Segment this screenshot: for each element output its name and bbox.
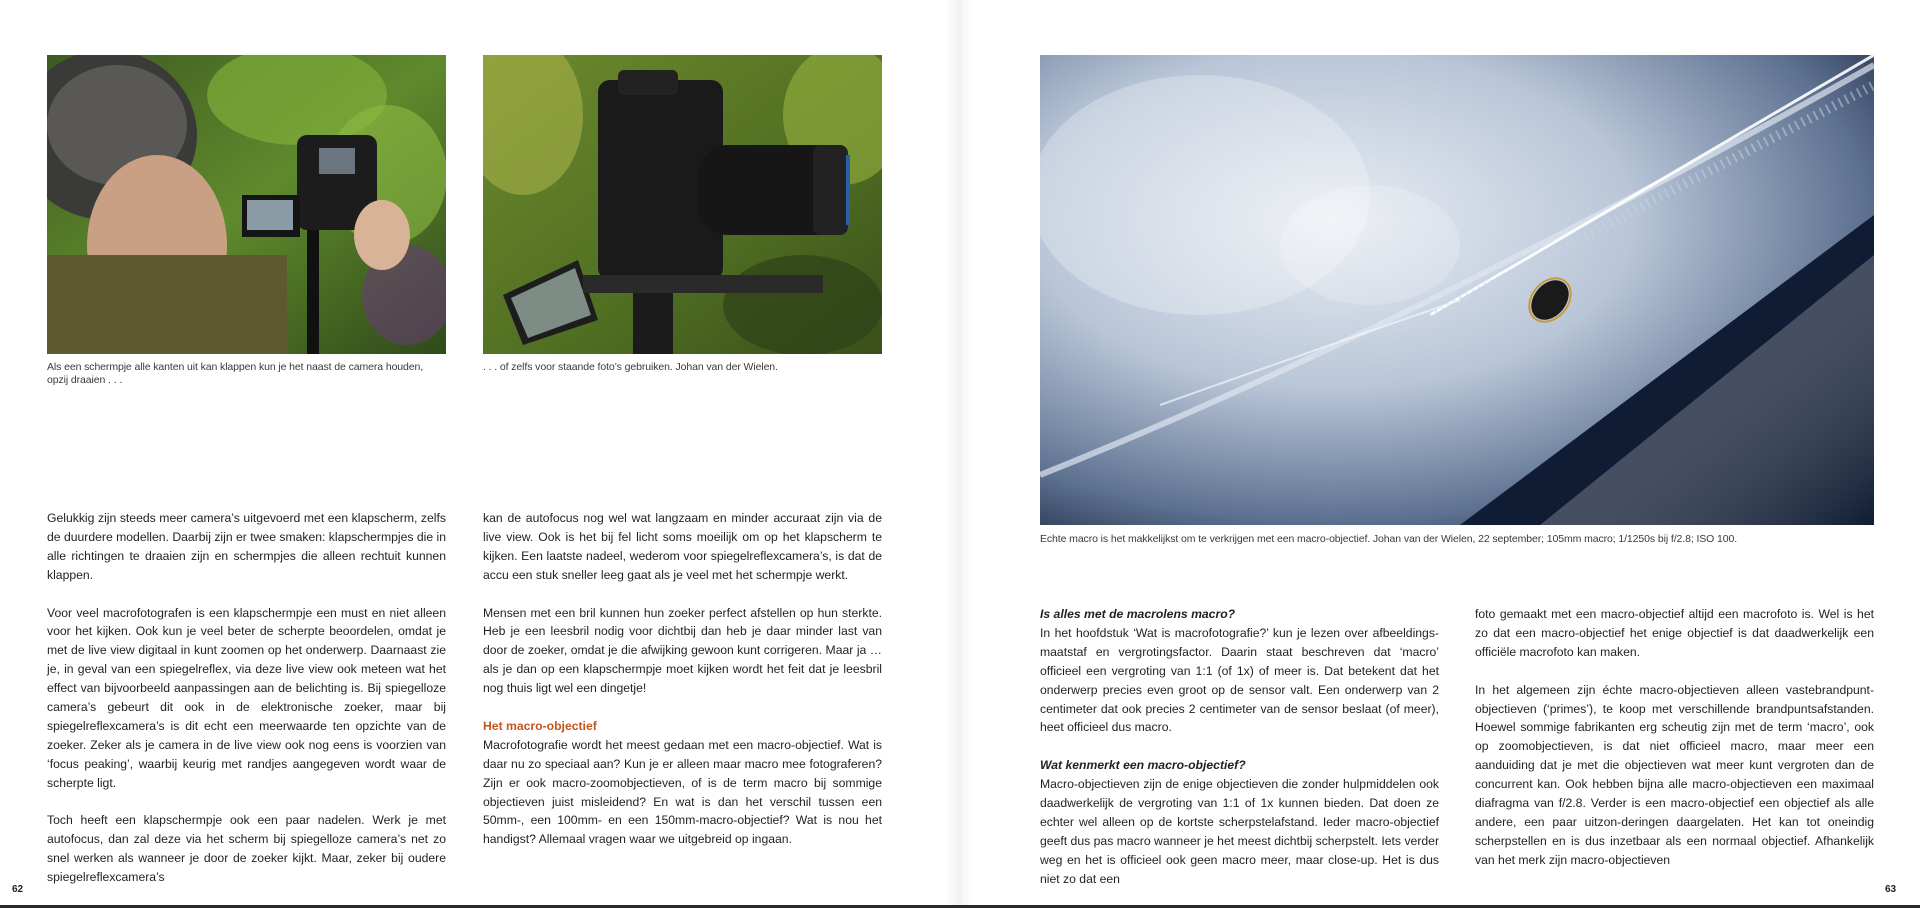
paragraph: Gelukkig zijn steeds meer camera’s uitgevoerd met een klapscherm, zelfs de duurdere modellen. Daarbij zijn er twee smaken: klapschermpjes die in alle richtingen te draaien zijn en schermpjes die alleen rechtuit kunnen klappen. <box>47 511 447 582</box>
paragraph: Toch heeft een klapschermpje ook een paar nadelen. Werk je met autofocus, dan zal deze via het scherm bij spiegelloze camera’s net zo snel werken als wanneer je door de zoeker kijkt. Maar, zeker bij oudere spiegelreflexcamera’s <box>47 813 446 885</box>
left-text-column-1 <box>47 509 446 887</box>
page-number-right: 63 <box>1885 884 1897 895</box>
paragraph: Mensen met een bril kunnen hun zoeker perfect afstellen op hun sterkte. Heb je een leesbril nodig voor dichtbij dan heb je daar minder last van door de zoeker, omdat je die afwijking gewoon kunt corrigeren. Maar ja … als je dan op een klapschermpje moet kijken wordt het feit dat je leesbril nog thuis ligt wel een dingetje! <box>483 605 882 696</box>
photo-spider-web-macro <box>1040 55 1874 525</box>
right-page <box>960 0 1920 908</box>
paragraph: foto gemaakt met een macro-objectief altijd een macrofoto is. Wel is het zo dat een macro-objectief het enige objectief is dat daadwerkelijk een officiële macrofoto kan maken. <box>1475 607 1874 659</box>
left-text-column-2 <box>483 509 882 849</box>
right-text-column-1 <box>1040 605 1439 889</box>
paragraph: In het hoofdstuk ‘Wat is macrofotografie?’ kun je lezen over afbeeldings-maatstaf en vergrotingsfactor. Daarin staat beschreven dat ‘macro’ officieel een vergroting van 1:1 (of 1x) of meer is. Dat betekent dat het onderwerp precies even groot op de sensor valt. Een onderwerp van 2 centimeter dat ook precies 2 centimeter van de sensor beslaat (of meer), heet officieel dus macro. <box>1040 625 1439 735</box>
page-number-left: 62 <box>12 884 24 895</box>
right-text-column-2 <box>1475 605 1874 870</box>
photo2-caption: . . . of zelfs voor staande foto’s gebruiken. Johan van der Wielen. <box>483 361 778 373</box>
paragraph: Macro-objectieven zijn de enige objectieven die zonder hulpmiddelen ook daadwerkelijk de vergroting van 1:1 of 1x kunnen bieden. Dat doen ze echter wel alleen op de kortste scherpstelafstand. Ieder macro-objectief geeft dus pas macro wanneer je het meest dichtbij scherpstelt. Iets verder weg en het is officieel ook geen macro meer, maar close-up. Het is dus niet zo dat een <box>1040 777 1439 886</box>
book-gutter-shadow <box>945 0 975 908</box>
photo-photographer-with-flip-screen <box>47 55 446 354</box>
paragraph: Macrofotografie wordt het meest gedaan met een macro-objectief. Wat is daar nu zo speciaal aan? Kun je er alleen maar macro mee fotograferen? Zijn er ook macro-zoomobjectieven, of is de term macro bij sommige objectieven juist misleidend? En wat is dan het verschil tussen een 50mm-, een 100mm- en een 150mm-macro-objectief? Wat is nou het handigst? Allemaal vragen waar we uitgebreid op ingaan. <box>483 737 882 847</box>
photo-camera-on-macro-rail <box>483 55 882 354</box>
photo1-caption: Als een schermpje alle kanten uit kan klappen kun je het naast de camera houden, opzij draaien . . . <box>47 361 424 386</box>
subheading: Wat kenmerkt een macro-objectief? <box>1040 758 1246 773</box>
paragraph: Voor veel macrofotografen is een klapschermpje een must en niet alleen voor het kijken. Ook kun je veel beter de scherpte beoordelen, omdat je met de live view digitaal in kunt zoomen op het onderwerp. Daarnaast zie je, in geval van een spiegelreflex, via deze live view ook meteen wat het effect van bijvoorbeeld aanpassingen aan de belichting is. Bij spiegelloze camera’s gebeurt dit ook in de elektronische zoeker, maar bij spiegelreflexcamera’s is dit echt een meerwaarde ten opzichte van de zoeker. Zeker als je camera in de live view ook nog eens is voorzien van ‘focus peaking’, waarbij keurig met randjes aangegeven wordt waar de scherpte ligt. <box>47 605 446 790</box>
photo-caption: Echte macro is het makkelijkst om te verkrijgen met een macro-objectief. Johan van der Wielen, 22 september; 105mm macro; 1/1250s bij f/2.8; ISO 100. <box>1040 533 1738 545</box>
paragraph: kan de autofocus nog wel wat langzaam en minder accuraat zijn via de live view. Ook is het bij fel licht soms moeilijk om op het klapscherm te kijken. Een laatste nadeel, wederom voor spiegelreflexcamera’s, is dat de accu een stuk sneller leeg gaat als je veel met het schermpje werkt. <box>483 511 882 582</box>
paragraph: In het algemeen zijn échte macro-objectieven alleen vastebrandpunt-objectieven (‘primes’), te koop met verschillende brandpuntsafstanden. Hoewel sommige fabrikanten erg scheutig zijn met de term ‘macro’, ook op zoomobjectieven, is dat niet officieel macro, maar meer een aanduiding dat je met die objectieven wat meer kunt vergroten dan de concurrent kan. Ook hebben bijna alle macro-objectieven een maximaal diafragma van f/2.8. Verder is een macro-objectief een objectief als alle andere, een paar uitzon-deringen daargelaten. Het kan tot oneindig scherpstellen en is dus inzetbaar als een normaal objectief. Afhankelijk van het merk zijn macro-objectieven <box>1475 682 1874 867</box>
subheading: Is alles met de macrolens macro? <box>1040 607 1236 621</box>
section-heading: Het macro-objectief <box>483 718 597 733</box>
